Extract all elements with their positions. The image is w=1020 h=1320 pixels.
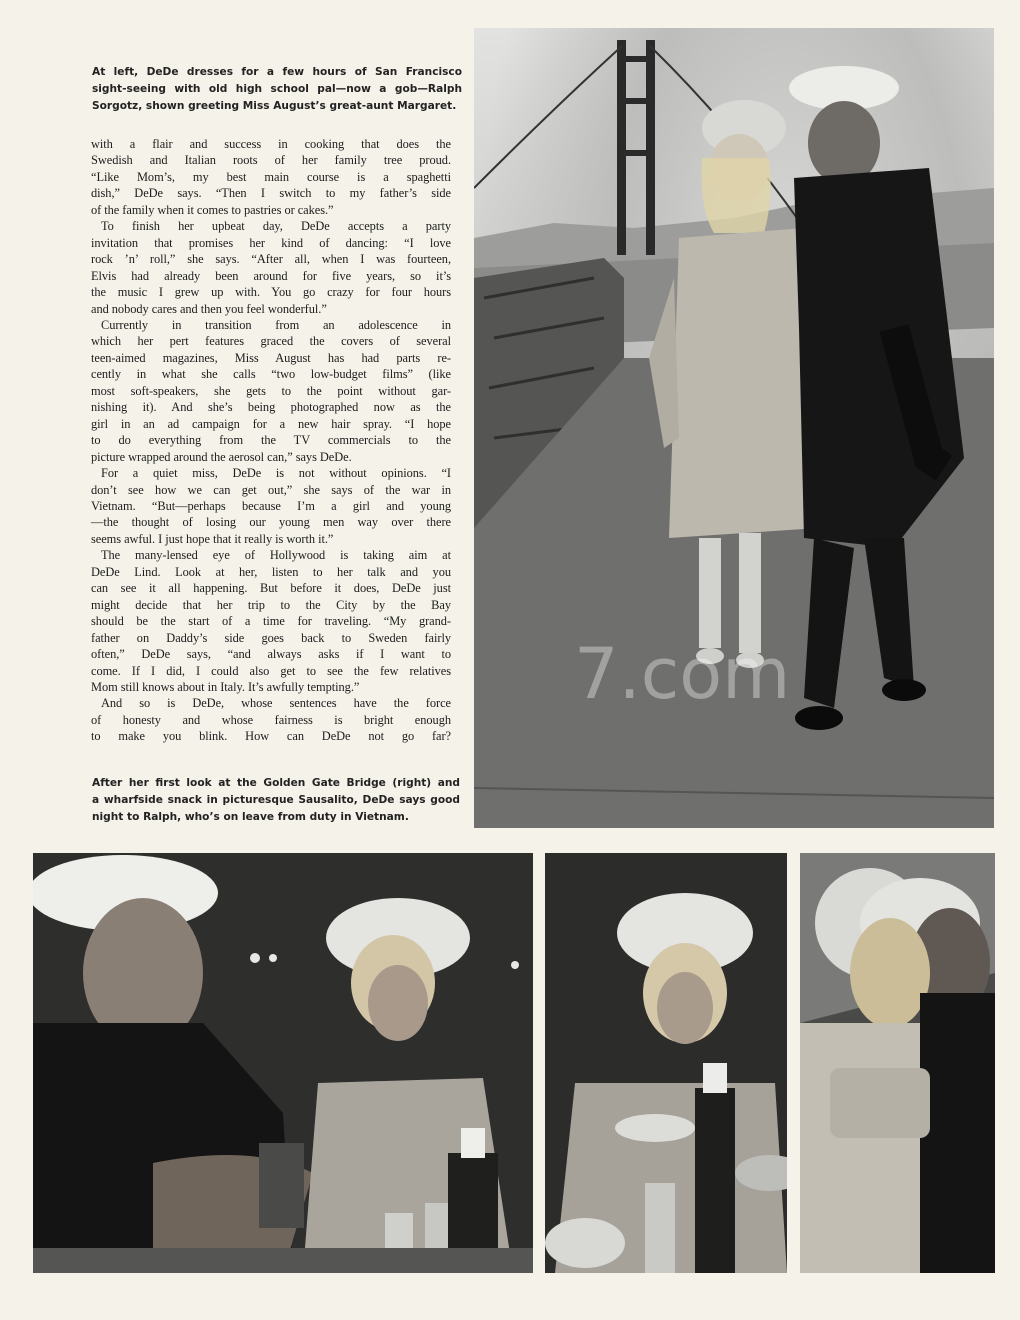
text-line: picture wrapped around the aerosol can,” says DeDe.	[91, 449, 352, 464]
text-line: Mom still knows about in Italy. It’s awfully tempting.”	[91, 679, 360, 694]
caption-bottom	[92, 775, 460, 826]
text-line: cently in what she calls “two low-budget films” (like	[91, 367, 451, 382]
caption-line: At left, DeDe dresses for a few hours of San Francisco	[92, 66, 462, 78]
photo-golden-gate-walk	[474, 28, 994, 828]
paragraph	[91, 218, 451, 317]
text-line: rock ’n’ roll,” she says. “After all, when I was fourteen,	[91, 252, 451, 267]
text-line: Swedish and Italian roots of her family tree proud.	[91, 153, 451, 168]
text-line: with a flair and success in cooking that does the	[91, 137, 451, 151]
text-line: teen-aimed magazines, Miss August has had parts re-	[91, 350, 451, 365]
photo-sausalito-snack	[545, 853, 787, 1273]
watermark: 7.com	[574, 633, 791, 715]
photo-goodnight-kiss	[800, 853, 995, 1273]
text-line: of honesty and whose fairness is bright enough	[91, 712, 451, 727]
text-line: For a quiet miss, DeDe is not without opinions. “I	[101, 466, 451, 481]
text-line: nishing it). And she’s being photographed now as the	[91, 400, 451, 415]
text-line: and nobody cares and then you feel wonderful.”	[91, 301, 327, 316]
text-line: might decide that her trip to the City by the Bay	[91, 597, 451, 612]
text-line: To finish her upbeat day, DeDe accepts a party	[101, 219, 451, 234]
text-line: come. If I did, I could also get to see the few relatives	[91, 663, 451, 678]
caption-top	[92, 64, 462, 115]
paragraph	[91, 465, 451, 547]
paragraph	[91, 136, 451, 218]
caption-line: After her first look at the Golden Gate Bridge (right) and	[92, 777, 460, 789]
text-line: “Like Mom’s, my best main course is a spaghetti	[91, 169, 451, 184]
text-line: Currently in transition from an adolescence in	[101, 317, 451, 332]
photo-illustration	[33, 853, 533, 1273]
photo-illustration	[545, 853, 787, 1273]
text-line: to do everything from the TV commercials to the	[91, 433, 451, 448]
text-line: to make you blink. How can DeDe not go far?	[91, 729, 451, 744]
caption-line: Sorgotz, shown greeting Miss August’s great-aunt Margaret.	[92, 100, 457, 112]
photo-illustration	[474, 28, 994, 828]
paragraph	[91, 695, 451, 744]
text-line: don’t see how we can get out,” she says of the war in	[91, 482, 451, 497]
text-line: invitation that promises her kind of dancing: “I love	[91, 235, 451, 250]
text-line: father on Daddy’s side goes back to Sweden fairly	[91, 630, 451, 645]
text-line: dish,” DeDe says. “Then I switch to my father’s side	[91, 186, 451, 201]
text-line: —the thought of losing our young men way over there	[91, 515, 451, 530]
caption-line: night to Ralph, who’s on leave from duty in Vietnam.	[92, 811, 409, 823]
text-line: the music I grew up with. You go crazy for four hours	[91, 285, 451, 300]
paragraph	[91, 317, 451, 465]
text-line: girl in an ad campaign for a new hair spray. “I hope	[91, 416, 451, 431]
text-line: The many-lensed eye of Hollywood is taking aim at	[101, 548, 451, 563]
text-line: of the family when it comes to pastries or cakes.”	[91, 202, 334, 217]
text-line: often,” DeDe says, “and always asks if I want to	[91, 647, 451, 662]
text-line: Elvis had already been around for five years, so it’s	[91, 268, 451, 283]
text-line: which her pert features graced the covers of several	[91, 334, 451, 349]
text-line: should be the start of a time for traveling. “My grand-	[91, 614, 451, 629]
article-body	[91, 136, 451, 745]
paragraph	[91, 547, 451, 695]
photo-illustration	[800, 853, 995, 1273]
text-line: seems awful. I just hope that it really is worth it.”	[91, 531, 334, 546]
photo-wharfside-couple	[33, 853, 533, 1273]
text-line: Vietnam. “But—perhaps because I’m a girl and young	[91, 498, 451, 513]
caption-line: sight-seeing with old high school pal—now a gob—Ralph	[92, 83, 462, 95]
caption-line: a wharfside snack in picturesque Sausalito, DeDe says good	[92, 794, 460, 806]
text-line: And so is DeDe, whose sentences have the force	[101, 696, 451, 711]
text-line: DeDe Lind. Look at her, listen to her talk and you	[91, 564, 451, 579]
text-line: can see it all happening. But before it does, DeDe just	[91, 581, 451, 596]
text-line: most soft-speakers, she gets to the point without gar-	[91, 383, 451, 398]
